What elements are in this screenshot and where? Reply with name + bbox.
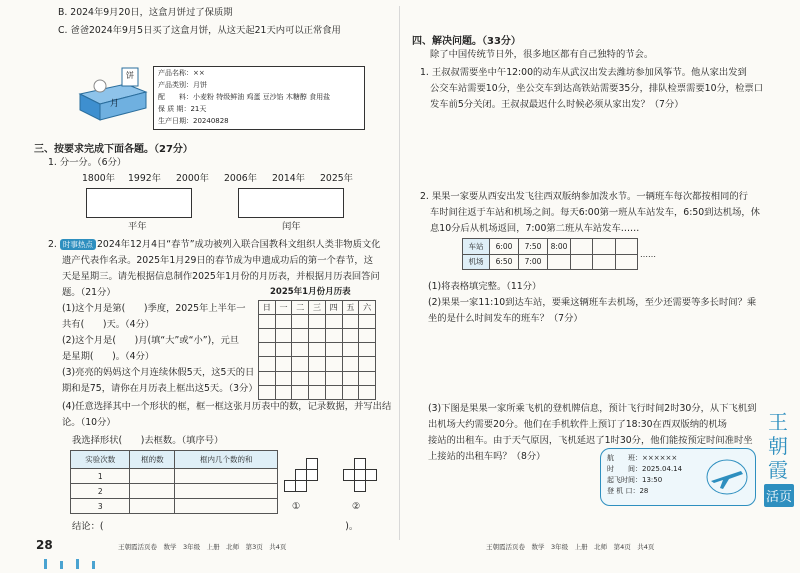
common-year-box[interactable] xyxy=(86,188,192,218)
weekday-fri: 五 xyxy=(342,301,359,315)
boarding-pass xyxy=(600,448,756,506)
option-b: B. 2024年9月20日，这盒月饼过了保质期 xyxy=(58,7,233,18)
q2-line-1: 2024年12月4日“春节”成功被列入联合国教科文组织人类非物质文化 xyxy=(97,239,381,250)
label-line-1: 产品名称：×× xyxy=(158,69,205,77)
airplane-icon xyxy=(705,457,749,497)
record-table xyxy=(70,450,278,514)
cal-cell[interactable] xyxy=(342,357,359,371)
weekday-wed: 三 xyxy=(309,301,326,315)
cal-cell[interactable] xyxy=(292,329,309,343)
left-footer: 王朝霞活页卷 数学 3年级 上册 北师 第3页 共4页 xyxy=(118,543,287,551)
sub-q2-line-a: (2)这个月是( )月(填“大”或“小”)，元旦 xyxy=(62,335,240,346)
table-row xyxy=(71,469,278,484)
record-row-label: 3 xyxy=(71,499,130,514)
cal-cell[interactable] xyxy=(259,357,276,371)
shape-2-label: ② xyxy=(352,501,361,512)
record-head-sum: 框内几个数的和 xyxy=(175,451,278,469)
q2-line-4: 题。（21分） xyxy=(62,287,116,298)
p2-sub3-line-1: (3)下图是果果一家所乘飞机的登机牌信息，预计飞行时间2时30分，从下飞机到 xyxy=(428,403,757,414)
calendar-title: 2025年1月份月历表 xyxy=(270,287,351,297)
brand-char-1: 王 xyxy=(768,410,788,434)
tt-val: 7:50 xyxy=(524,241,542,251)
brand-char-3: 霞 xyxy=(768,458,788,482)
weekday-tue: 二 xyxy=(292,301,309,315)
year-2006: 2006年 xyxy=(224,173,257,184)
cal-cell[interactable] xyxy=(342,385,359,399)
cal-cell[interactable] xyxy=(359,343,376,357)
p1-line-1: 1. 王叔叔需要坐中午12:00的动车从武汉出发去潍坊参加风筝节。他从家出发到 xyxy=(420,67,747,78)
bp-flight: 航 班：×××××× xyxy=(607,454,678,462)
sub-q2-line-b: 是星期( )。（4分） xyxy=(62,351,155,362)
cal-cell[interactable] xyxy=(292,371,309,385)
p2-line-3: 息10分后从机场返回，7:00第二班从车站发车…… xyxy=(430,223,640,234)
cal-cell[interactable] xyxy=(259,371,276,385)
sub-q3-line-a: (3)亮亮的妈妈这个月连续休假5天，这5天的日 xyxy=(62,367,255,378)
cal-cell[interactable] xyxy=(342,371,359,385)
cal-cell[interactable] xyxy=(309,343,326,357)
year-2025: 2025年 xyxy=(320,173,353,184)
cal-cell[interactable] xyxy=(359,385,376,399)
sub-q3-line-b: 期和是75，请你在月历表上框出这5天。（3分） xyxy=(62,383,258,394)
section-4-heading: 四、解决问题。（33分） xyxy=(412,36,521,47)
year-1800: 1800年 xyxy=(82,173,115,184)
common-year-label: 平年 xyxy=(128,221,147,232)
bus-timetable xyxy=(462,238,638,270)
cal-cell[interactable] xyxy=(259,315,276,329)
year-2000: 2000年 xyxy=(176,173,209,184)
tt-cell: 6:50 xyxy=(490,254,519,270)
sub-q1-line-a: (1)这个月是第( )季度，2025年上半年一 xyxy=(62,303,246,314)
cal-cell[interactable] xyxy=(275,329,292,343)
cal-cell[interactable] xyxy=(259,343,276,357)
bp-date: 时 间：2025.04.14 xyxy=(607,465,683,473)
brand-char-2: 朝 xyxy=(768,434,788,458)
record-head-count: 实验次数 xyxy=(71,451,130,469)
cal-cell[interactable] xyxy=(309,357,326,371)
tt-airport-label: 机场 xyxy=(463,254,490,270)
leap-year-label: 闰年 xyxy=(282,221,301,232)
cal-cell[interactable] xyxy=(259,329,276,343)
table-row xyxy=(71,499,278,514)
record-cell[interactable] xyxy=(130,484,175,499)
box-char-yue: 月 xyxy=(110,99,120,109)
page-divider xyxy=(399,6,400,540)
leap-year-box[interactable] xyxy=(238,188,344,218)
cal-cell[interactable] xyxy=(325,371,342,385)
weekday-thu: 四 xyxy=(325,301,342,315)
product-label xyxy=(153,66,365,130)
tt-cell[interactable] xyxy=(615,239,637,255)
cal-cell[interactable] xyxy=(359,315,376,329)
record-cell[interactable] xyxy=(130,469,175,484)
record-row-label: 1 xyxy=(71,469,130,484)
option-c: C. 爸爸2024年9月5日买了这盒月饼，从这天起21天内可以正常食用 xyxy=(58,25,341,36)
tt-cell[interactable] xyxy=(615,254,637,270)
tt-cell: 7:00 xyxy=(519,254,548,270)
cal-cell[interactable] xyxy=(275,371,292,385)
cal-cell[interactable] xyxy=(309,385,326,399)
cal-cell[interactable] xyxy=(359,357,376,371)
tt-cell[interactable] xyxy=(571,254,593,270)
p2-sub2-line-a: (2)果果一家11:10到达车站，要乘这辆班车去机场，至少还需要等多长时间？乘 xyxy=(428,297,757,308)
p2-sub2-line-b: 坐的是什么时间发车的班车？（7分） xyxy=(428,313,583,324)
cal-cell[interactable] xyxy=(275,343,292,357)
label-line-4: 保 质 期：21天 xyxy=(158,105,207,113)
section-3-heading: 三、按要求完成下面各题。（27分） xyxy=(34,144,193,155)
cal-cell[interactable] xyxy=(292,315,309,329)
cal-cell[interactable] xyxy=(325,315,342,329)
cal-cell[interactable] xyxy=(275,357,292,371)
box-char-bing: 饼 xyxy=(126,71,134,80)
sub-q4-line-a: (4)任意选择其中一个形状的框，框一框这张月历表中的数，记录数据，并写出结 xyxy=(62,401,392,412)
q2-badge: 时事热点 xyxy=(60,239,96,250)
cal-cell[interactable] xyxy=(309,329,326,343)
year-2014: 2014年 xyxy=(272,173,305,184)
label-line-5: 生产日期：20240828 xyxy=(158,117,229,125)
cal-cell[interactable] xyxy=(275,385,292,399)
tt-cell[interactable] xyxy=(593,239,615,255)
sub-q1-line-b: 共有( )天。（4分） xyxy=(62,319,155,330)
weekday-sat: 六 xyxy=(359,301,376,315)
timetable-ellipsis: …… xyxy=(640,250,656,259)
cal-cell[interactable] xyxy=(359,329,376,343)
cal-cell[interactable] xyxy=(342,343,359,357)
tt-cell[interactable] xyxy=(548,254,571,270)
cal-cell[interactable] xyxy=(325,385,342,399)
p2-sub3-line-2: 出机场大约需要20分。他们在手机软件上预订了18:30在西双版纳的机场 xyxy=(428,419,727,430)
weekday-mon: 一 xyxy=(275,301,292,315)
p2-line-1: 2. 果果一家要从西安出发飞往西双版纳参加泼水节。一辆班车每次都按相同的行 xyxy=(420,191,748,202)
record-head-numbers: 框的数 xyxy=(130,451,175,469)
record-cell[interactable] xyxy=(175,469,278,484)
cal-cell[interactable] xyxy=(309,371,326,385)
cal-cell[interactable] xyxy=(359,371,376,385)
cal-cell[interactable] xyxy=(325,329,342,343)
tt-cell xyxy=(519,239,548,255)
tt-val: 8:00 xyxy=(550,241,568,251)
label-line-3: 配 料：小麦粉 特级鲜油 鸡蛋 豆沙馅 木糖醇 食用盐 xyxy=(158,93,331,101)
label-line-2: 产品类别：月饼 xyxy=(158,81,207,89)
year-1992: 1992年 xyxy=(128,173,161,184)
right-footer: 王朝霞活页卷 数学 3年级 上册 北师 第4页 共4页 xyxy=(486,543,655,551)
shape-1-label: ① xyxy=(292,501,301,512)
page-number: 28 xyxy=(36,538,53,552)
bp-gate: 登 机 口：28 xyxy=(607,487,649,495)
choose-shape: 我选择形状( )去框数。（填序号） xyxy=(72,435,224,446)
record-row-label: 2 xyxy=(71,484,130,499)
weekday-sun: 日 xyxy=(259,301,276,315)
p1-line-2: 公交车站需要10分，坐公交车到达高铁站需要35分，排队检票需要10分，检票口 xyxy=(430,83,763,94)
cal-cell[interactable] xyxy=(292,385,309,399)
cal-cell[interactable] xyxy=(292,343,309,357)
cal-cell[interactable] xyxy=(325,343,342,357)
sub-q4-line-b: 论。（10分） xyxy=(62,417,116,428)
tt-station-label: 车站 xyxy=(463,239,490,255)
cal-cell[interactable] xyxy=(325,357,342,371)
tt-cell[interactable] xyxy=(571,239,593,255)
p2-sub3-line-3: 接站的出租车。由于天气原因，飞机延迟了1时30分，他们能按预定时间准时坐 xyxy=(428,435,753,446)
cal-cell[interactable] xyxy=(342,315,359,329)
section-4-intro: 除了中国传统节日外，很多地区都有自己独特的节会。 xyxy=(430,49,654,60)
decor-ruler xyxy=(40,554,120,566)
calendar-table xyxy=(258,300,376,400)
cal-cell[interactable] xyxy=(292,357,309,371)
p2-line-2: 车时间往返于车站和机场之间。每天6:00第一班从车站发车，6:50到达机场，休 xyxy=(430,207,760,218)
brand-badge: 活页 xyxy=(764,484,794,507)
record-cell[interactable] xyxy=(130,499,175,514)
table-row xyxy=(71,484,278,499)
cal-cell[interactable] xyxy=(259,385,276,399)
brand-logo xyxy=(762,410,798,530)
mooncake-box-illustration xyxy=(74,66,150,122)
tt-cell: 6:00 xyxy=(490,239,519,255)
q1-title: 1. 分一分。（6分） xyxy=(48,157,127,168)
record-cell[interactable] xyxy=(175,499,278,514)
conclusion: 结论：( )。 xyxy=(72,521,359,532)
record-cell[interactable] xyxy=(175,484,278,499)
cal-cell[interactable] xyxy=(309,315,326,329)
q2-number: 2. xyxy=(48,239,57,250)
bp-takeoff: 起飞时间：13:50 xyxy=(607,476,663,484)
cal-cell[interactable] xyxy=(342,329,359,343)
cal-cell[interactable] xyxy=(275,315,292,329)
p2-sub3-line-4: 上接站的出租车吗？（8分） xyxy=(428,451,546,462)
tt-cell xyxy=(548,239,571,255)
q2-line-2: 遗产代表作名录。2025年1月29日的春节成为申遗成功后的第一个春节，这 xyxy=(62,255,374,266)
tt-cell[interactable] xyxy=(593,254,615,270)
p2-sub1: (1)将表格填完整。（11分） xyxy=(428,281,542,292)
q2-line-3: 天是星期三。请先根据信息制作2025年1月份的月历表，并根据月历表回答问 xyxy=(62,271,380,282)
p1-line-3: 发车前5分关闭。王叔叔最迟什么时候必须从家出发？（7分） xyxy=(430,99,684,110)
